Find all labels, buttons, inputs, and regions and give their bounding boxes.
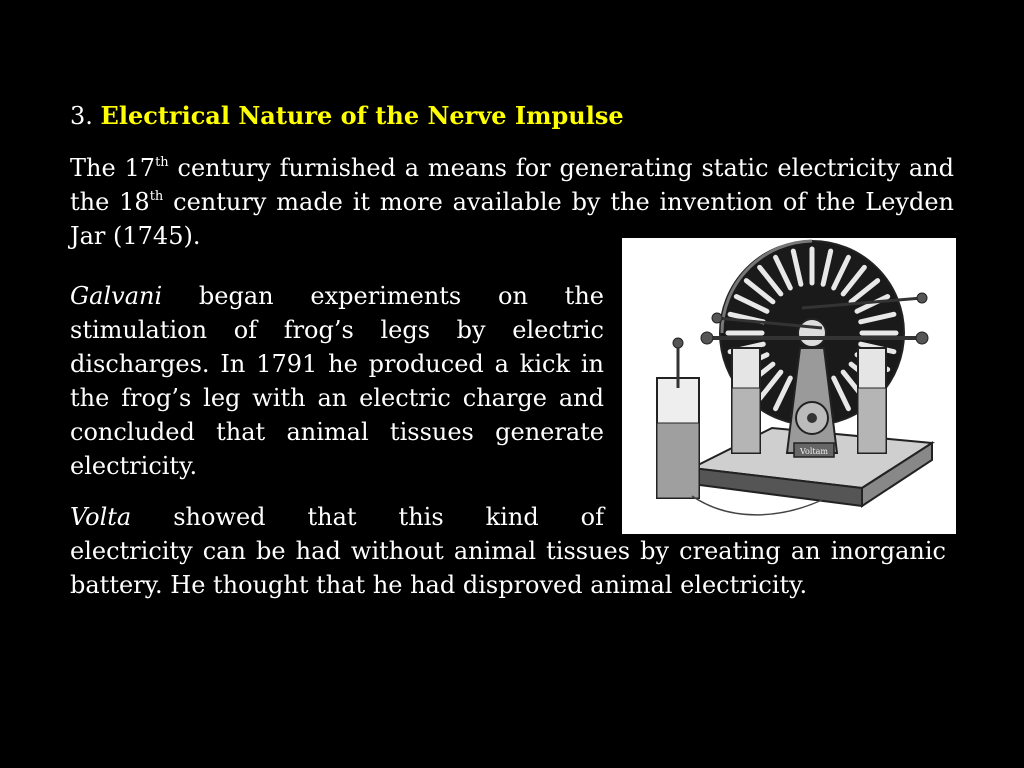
volta-name: Volta: [70, 503, 132, 531]
wimshurst-machine-drawing: [622, 238, 956, 534]
galvani-text: began experiments on the stimulation of frog’s legs by electric discharges. In 1791 he produced a kick in the frog’s leg with an electric charge and concluded that animal tissues generate electricity.: [70, 282, 604, 480]
section-title: Electrical Nature of the Nerve Impulse: [100, 101, 624, 130]
paragraph-galvani: [70, 279, 604, 483]
volta-lead-text: showed that this kind of: [131, 503, 604, 531]
para1-text-2: century furnished a means for generating static electricity and the 18: [70, 154, 954, 216]
plate-label: Voltam: [800, 447, 828, 456]
galvani-name: Galvani: [70, 282, 163, 310]
para1-superscript-1: th: [155, 155, 169, 170]
para1-text-1: The 17: [70, 154, 156, 182]
section-heading: [70, 100, 624, 132]
section-number: 3.: [70, 102, 93, 130]
volta-text: electricity can be had without animal tissues by creating an inorganic battery. He thought that he had disproved animal electricity.: [70, 537, 946, 599]
volta-lead-line: [70, 500, 604, 534]
para1-superscript-2: th: [149, 189, 164, 204]
electrostatic-machine-illustration: [622, 238, 956, 534]
para1-text-3: century made it more available by the invention of the Leyden Jar (1745).: [70, 188, 954, 250]
